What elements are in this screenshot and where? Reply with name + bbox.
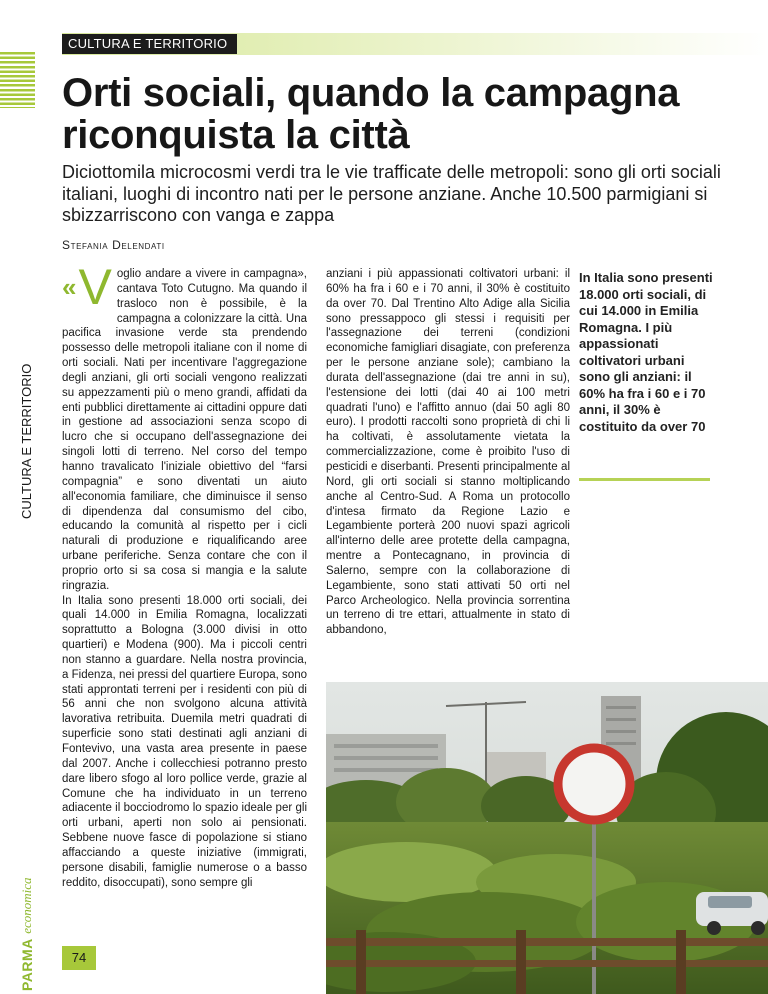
section-label: CULTURA E TERRITORIO bbox=[62, 34, 237, 54]
article-paragraph: In Italia sono presenti 18.000 orti sociali, dei quali 14.000 in Emilia Romagna, localizzati soprattutto a Bologna (3.000 divisi in otto quartieri) e Modena (900). Ma i piccoli centri non stanno a guardare. Nella nostra provincia, a Fidenza, nei pressi del quartiere Europa, sono stati approntati terreni per i residenti con più di 56 anni che non svolgono alcuna attività lavorativa retribuita. Duemila metri quadrati di superficie sono stati destinati agli anziani di Fontevivo, una vasta area presente in paese dal 2007. Anche i collecchiesi potranno presto dare libero sfogo al loro pollice verde, grazie al Comune che ha individuato in un terreno adiacente il bocciodromo lo spazio ideale per gli orti urbani, aperti non solo ai pensionati. Sebbene nuove fasce di popolazione si stiano affacciando a queste iniziative (immigrati, persone disabili, famiglie numerose o a basso reddito, disoccupati), sono sempre gli bbox=[62, 594, 307, 889]
brand-main: PARMA bbox=[19, 938, 35, 991]
garden-photo bbox=[326, 682, 768, 994]
byline: Stefania Delendati bbox=[62, 238, 165, 252]
brand-sub: economica bbox=[19, 877, 34, 934]
article-paragraph: oglio andare a vivere in campagna», cantava Toto Cutugno. Ma quando il trasloco non è possibile, è la campagna a colonizzare la città. Una pacifica invasione verde sta prendendo possesso delle metropoli italiane con il nome di orti sociali. Nati per incentivare l'aggregazione degli anziani, gli orti sociali vengono realizzati su appezzamenti più o meno grandi, affidati da enti pubblici direttamente ai cittadini oppure dati in gestione ad associazioni senza scopo di lucro che si occupano dell'assegnazione dei singoli lotti di terreno. Nel corso del tempo hanno travalicato l'iniziale obiettivo del “farsi compagnia” e sono diventati un aiuto all'economia familiare, che diminuisce il senso di dipendenza dal consumismo del cibo, educando la comunità al rispetto per i cicli naturali di produzione e riqualificando aree urbane periferiche. Senza contare che con il proprio orto si sa cosa si mangia e la salute ringrazia. bbox=[62, 268, 307, 592]
decorative-stripes bbox=[0, 52, 35, 108]
side-margin bbox=[0, 255, 55, 991]
headline: Orti sociali, quando la campagna riconquista la città bbox=[62, 71, 680, 157]
drop-cap: V bbox=[78, 259, 112, 315]
pull-quote: In Italia sono presenti 18.000 orti sociali, di cui 14.000 in Emilia Romagna. I più appassionati coltivatori urbani sono gli anziani: il 60% ha fra i 60 e i 70 anni, il 30% è costituito da over 70 bbox=[579, 270, 713, 434]
pull-quote-rule bbox=[579, 478, 710, 481]
article-column-1 bbox=[62, 259, 307, 890]
vertical-section-label: CULTURA E TERRITORIO bbox=[19, 363, 34, 519]
magazine-brand bbox=[16, 795, 38, 991]
article-paragraph: anziani i più appassionati coltivatori urbani: il 60% ha fra i 60 e i 70 anni, il 30% è costituito da over 70. Dal Trentino Alto Adige alla Sicilia sono pressappoco gli stessi i requisiti per l'assegnazione dei terreni (condizioni economiche famigliari disagiate, con preferenza per le persone anziane sole); cambiano la durata dell'assegnazione (dai tre anni in su), l'estensione dei lotti (dai 40 ai 100 metri quadrati l'uno) e l'affitto annuo (dai 50 agli 80 euro). I prodotti raccolti sono proprietà di chi li ha coltivati, è assolutamente vietata la commercializzazione, come è proibito l'uso di pesticidi e diserbanti. Presenti principalmente al Nord, gli orti sociali si stanno moltiplicando anche al Centro-Sud. A Roma un protocollo d'intesa firmato da Regione Lazio e Legambiente porterà 200 nuovi spazi agricoli all'interno delle aree protette della campagna, mentre a Pontecagnano, in provincia di Salerno, sempre con la collaborazione di Legambiente, sono stati attivati 50 orti nel Parco Archeologico. Nella provincia sorrentina un terreno di tre ettari, attualmente in stato di abbandono, bbox=[326, 268, 570, 637]
page-number: 74 bbox=[62, 946, 96, 970]
article-column-2 bbox=[326, 267, 570, 638]
opening-quote-mark: « bbox=[62, 272, 77, 302]
garden-photo-illustration bbox=[326, 682, 768, 994]
deck: Diciottomila microcosmi verdi tra le vie trafficate delle metropoli: sono gli orti sociali italiani, luoghi di incontro nati per le persone anziane. Anche 10.500 parmigiani si sbizzarriscono con vanga e zappa bbox=[62, 162, 721, 225]
